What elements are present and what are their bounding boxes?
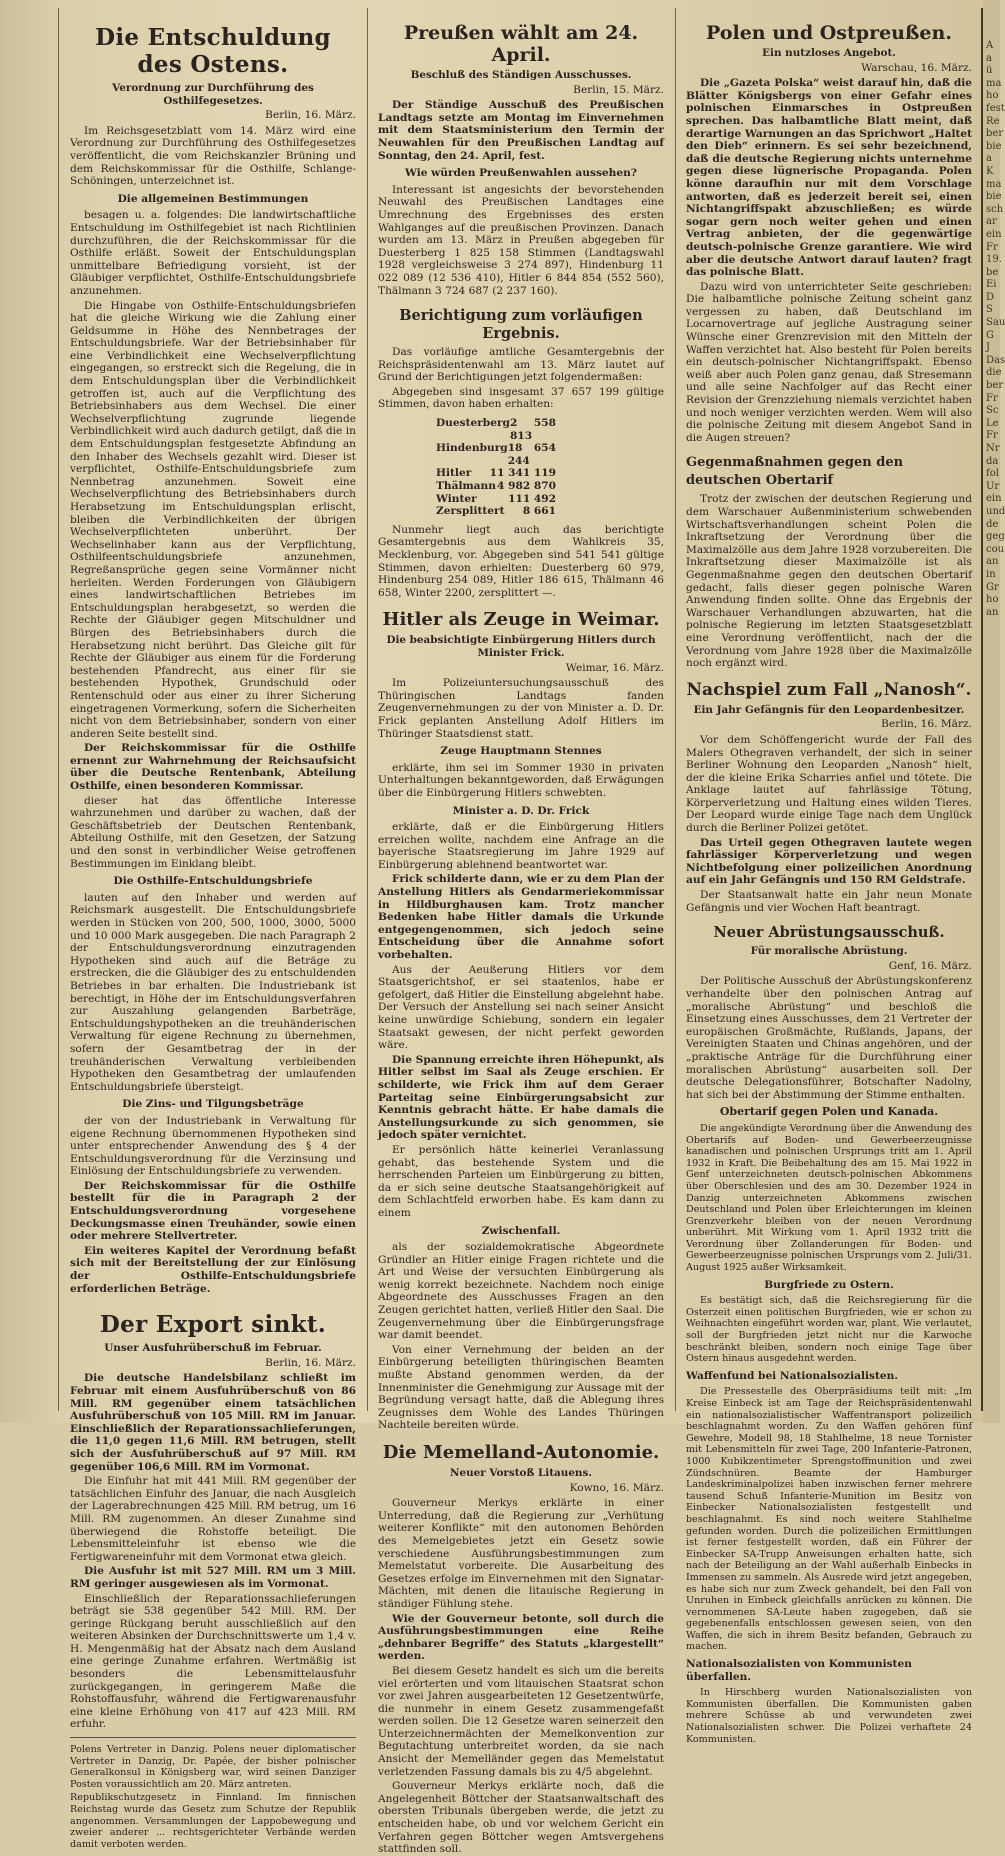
subhead: Ein Jahr Gefängnis für den Leopardenbesitzer. (693, 703, 965, 716)
paragraph: Der Staatsanwalt hatte ein Jahr neun Monate Gefängnis und vier Wochen Haft beantragt. (686, 889, 972, 914)
paragraph: Die angekündigte Verordnung über die Anwendung des Obertarifs auf Boden- und Gewerbeerzeugnisse kanadischen und polnischen Ursprungs tritt am 1. April 1932 in Kraft. Die Beibehaltung des am 15. Mai 1922 in Genf unterzeichneten deutsch-polnischen Abkommens über Oberschlesien und des am 30. Dezember 1924 in Danzig unterzeichneten Abkommens zwischen Deutschland und Polen über Erleichterungen im kleinen Grenzverkehr bleiben von der neuen Verordnung unberührt. Mit Wirkung vom 1. April 1932 tritt die Verordnung über Zollanderungen für Boden- und Gewerbeerzeugnisse polnischen Ursprungs vom 2. Juli/31. August 1925 außer Wirksamkeit. (686, 1122, 972, 1274)
subhead: Verordnung zur Durchführung des Osthilfegesetzes. (112, 82, 314, 107)
edge-fragment: an (986, 606, 999, 618)
edge-fragment: D (986, 291, 995, 303)
paragraph: Trotz der zwischen der deutschen Regierung und dem Warschauer Außenministerium schwebenden Wirtschaftsverhandlungen scheint Polen die Inkraftsetzung der Verordnung über die Maximalzölle aus dem Jahre 1928 vorzubereiten. Die Inkraftsetzung dieser Maximalzölle ist als Gegenmaßnahme gegen den deutschen Obertarif gedacht, falls dieser gegen polnische Waren Anwendung finden sollte. Ohne das Ergebnis der Warschauer Verhandlungen abzuwarten, hat die polnische Regierung im letzten Staatsgesetzblatt eine Verordnung veröffentlicht, nach der die Verordnung vom Jahre 1928 über die Maximalzölle noch ergänzt wird. (686, 493, 972, 670)
edge-fragment: ber (986, 380, 1004, 392)
dateline: Weimar, 16. März. (565, 661, 664, 674)
paragraph: Die Einfuhr hat mit 441 Mill. RM gegenüber der tatsächlichen Einfuhr des Januar, die nach Ausgleich der Lagerabrechnungen 425 Mill. RM betrug, um 16 Mill. RM zugenommen. An dieser Zunahme sind überwiegend die Rohstoffe beteiligt. Die Lebensmitteleinfuhr ist ebenso wie die Fertigwareneinfuhr mit dem Vormonat etwa gleich. (70, 1475, 356, 1563)
edge-fragment: ho (986, 90, 999, 102)
section-heading: Zwischenfall. (481, 1224, 561, 1237)
edge-fragment: ein (986, 493, 1002, 505)
paragraph: der von der Industriebank in Verwaltung für eigene Rechnung übernommenen Hypotheken sind unter entsprechender Anwendung des § 4 der Entschuldungsverordnung für die Verzinsung und Einlösung der Entschuldungsbriefe zu verwenden. (70, 1114, 356, 1178)
section-heading: Die Osthilfe-Entschuldungsbriefe (113, 875, 313, 888)
edge-fragment: a (986, 153, 992, 165)
paragraph-bold: Der Ständige Ausschuß des Preußischen Landtags setzte am Montag im Einvernehmen mit dem Staatsministerium den Termin der Neuwahlen für den Preußischen Landtag auf Sonntag, den 24. April, fest. (378, 99, 664, 162)
edge-fragment: Ei (986, 279, 997, 291)
edge-fragment: Fr (986, 241, 998, 253)
section-heading: Burgfriede zu Ostern. (764, 1278, 894, 1291)
edge-fragment: S (986, 304, 993, 316)
edge-fragment: Re (986, 115, 1000, 127)
edge-fragment: da (986, 455, 999, 467)
paragraph-bold: Der Reichskommissar für die Osthilfe ernennt zur Wahrnehmung der Reichsaufsicht über die Deutsche Rentenbank, Abteilung Osthilfe, einen besonderen Kommissar. (70, 742, 356, 793)
edge-fragment: J (986, 342, 991, 354)
edge-fragment: Ur (986, 480, 1000, 492)
edge-fragment: K (986, 165, 994, 177)
headline-export: Der Export sinkt. (99, 1311, 327, 1339)
edge-fragment: und (986, 505, 1005, 517)
paragraph: Im Polizeiuntersuchungsausschuß des Thüringischen Landtags fanden Zeugenvernehmungen zu der von Minister a. D. Dr. Frick geplanten Anstellung Adolf Hitlers im Thüringer Staatsdienst statt. (378, 677, 664, 740)
dateline: Genf, 16. März. (888, 959, 972, 972)
edge-fragment: die (986, 367, 1002, 379)
note-danzig: Polens Vertreter in Danzig. Polens neuer diplomatischer Vertreter in Danzig, Dr. Papée, der bisher polnischer Generalkonsul in Königsberg war, wird seinen Danziger Posten voraussichtlich am 20. März antreten. (70, 1744, 356, 1790)
column-rule (367, 8, 368, 1411)
paragraph-bold: Die Ausfuhr ist mit 527 Mill. RM um 3 Mill. RM geringer ausgewiesen als im Vormonat. (70, 1565, 356, 1590)
section-heading: Die Zins- und Tilgungsbeträge (122, 1098, 304, 1111)
result-row: Hindenburg 18 654 244 (436, 442, 556, 467)
edge-fragment: bie (986, 140, 1002, 152)
headline-memelland: Die Memelland-Autonomie. (382, 1442, 660, 1463)
subhead: Neuer Vorstoß Litauens. (450, 1467, 592, 1479)
paragraph: Abgegeben sind insgesamt 37 657 199 gültige Stimmen, davon haben erhalten: (378, 385, 664, 411)
paragraph: Bei diesem Gesetz handelt es sich um die bereits viel erörterten und vom litauischen Staatsrat schon vor zwei Jahren ausgearbeiteten 12 Gesetzentwürfe, die nunmehr in einem Gesetz zusammengefaßt werden sollen. Die 12 Gesetze waren seinerzeit den Unterzeichnermächten der Memelkonvention zur Begutachtung unterbreitet worden, da sie nach Ansicht der Memelländer gegen das Memelstatut verletzenden Fassung damals bis zu 4/5 abgelehnt. (378, 1664, 664, 1778)
note-finnland: Republikschutzgesetz in Finnland. Im finnischen Reichstag wurde das Gesetz zum Schutze der Republik angenommen. Versammlungen der Lappobewegung und zweier anderer ... rechtsgerichteter Verbände werden damit verboten werden. (70, 1792, 356, 1850)
dateline: Kowno, 16. März. (569, 1481, 664, 1494)
edge-fragment: fest (986, 102, 1005, 114)
column-1 (64, 8, 362, 1850)
edge-fragment: ar (986, 216, 997, 228)
headline-preussen: Preußen wählt am 24. April. (403, 22, 639, 66)
edge-fragment: an (986, 556, 999, 568)
edge-fragment: Das (986, 354, 1005, 366)
election-results (436, 417, 664, 518)
headline-gegenmassnahmen: Gegenmaßnahmen gegen den deutschen Obertarif (686, 455, 904, 489)
headline-nanosh: Nachspiel zum Fall „Nanosh“. (686, 679, 972, 700)
edge-fragment: fol (986, 468, 999, 480)
paragraph-bold: Ein weiteres Kapitel der Verordnung befaßt sich mit der Bereitstellung der zur Einlösung der Osthilfe-Entschuldungsbriefe erforderlichen Beträge. (70, 1244, 356, 1295)
subhead: Ein nutzloses Angebot. (762, 47, 896, 59)
short-notes (70, 1744, 356, 1850)
paragraph: Der Politische Ausschuß der Abrüstungskonferenz verhandelte über den polnischen Antrag auf „moralische Abrüstung“ und beschloß die Einsetzung eines Ausschusses, dem 21 Vertreter der europäischen Großmächte, Rußlands, Japans, der Vereinigten Staaten und Chinas angehören, und der „praktische Anträge für die Durchführung einer moralischen Abrüstung“ ausarbeiten soll. Der deutsche Delegationsführer, Botschafter Nadolny, hat sich bei der Abstimmung der Stimme enthalten. (686, 975, 972, 1101)
section-heading: Wie würden Preußenwahlen aussehen? (404, 167, 637, 180)
edge-fragment: Sau (986, 317, 1005, 329)
paragraph: dieser hat das öffentliche Interesse wahrzunehmen und darüber zu wachen, daß der Geschäftsbetrieb der Deutschen Rentenbank, Abteilung Osthilfe, mit den Gesetzen, der Satzung und den sonst in verbindlicher Weise getroffenen Bestimmungen im Einklang bleibt. (70, 794, 356, 870)
paragraph: Gouverneur Merkys erklärte noch, daß die Angelegenheit Böttcher der Staatsanwaltschaft des obersten Tribunals übergeben werde, die jetzt zu entscheiden habe, ob und vor welchem Gericht ein Verfahren gegen Böttcher wegen Amtsvergehens stattfinden soll. (378, 1780, 664, 1856)
paragraph: Von einer Vernehmung der beiden an der Einbürgerung beteiligten thüringischen Beamten mußte Abstand genommen werden, da der Innenminister die Genehmigung zur Aussage mit der Begründung versagt hatte, daß die Ablegung ihres Zeugnisses dem Wohle des Landes Thüringen Nachteile bereiten würde. (378, 1343, 664, 1432)
paragraph: lauten auf den Inhaber und werden auf Reichsmark ausgestellt. Die Entschuldungsbriefe werden in Stücken von 200, 500, 1000, 3000, 5000 und 10 000 Mark ausgegeben. Die nach Paragraph 2 der Entschuldungsverordnung einzutragenden Hypotheken sind auch auf die Beträge zu erstrecken, die die Gläubiger des zu entschuldenden Betriebes in bar erhalten. Die Industriebank ist berechtigt, in Höhe der im Entschuldungsverfahren zur Auszahlung gelangenden Barbeträge, Entschuldungshypotheken an die treuhänderischen Verwaltung für eigene Rechnung zu übernehmen, sofern der Gesamtbetrag der in der treuhänderischen Verwaltung verbleibenden Hypotheken den Gesamtbetrag der umlaufenden Entschuldungsbriefe übersteigt. (70, 891, 356, 1093)
paragraph: Gouverneur Merkys erklärte in einer Unterredung, daß die Regierung zur „Verhütung weiterer Konflikte“ mit den autonomen Behörden des Memelgebietes jetzt ein Gesetz sowie verschiedene Ausführungsbestimmungen zum Memelstatut vorbereite. Die Ausarbeitung des Gesetzes erfolge im Einvernehmen mit den Signatar-Mächten, mit denen die litauische Regierung in ständiger Fühlung stehe. (378, 1497, 664, 1610)
paragraph: Einschließlich der Reparationssachlieferungen beträgt sie 538 gegenüber 542 Mill. RM. Der geringe Rückgang beruht ausschließlich auf den weiteren Absinken der Durchschnittswerte um 1,4 v. H. Mengenmäßig hat der Absatz nach dem Ausland eine geringe Zunahme erfahren. Wertmäßig ist besonders die Lebensmittelausfuhr zurückgegangen, in geringerem Maße die Rohstoffausfuhr, während die Fertigwarenausfuhr eine kleine Erhöhung von 417 auf 423 Mill. RM erfuhr. (70, 1592, 356, 1731)
paragraph-bold: Wie der Gouverneur betonte, soll durch die Ausführungsbestimmungen eine Reihe „dehnbarer Begriffe“ des Statuts „klargestellt“ werden. (378, 1612, 664, 1663)
paragraph: Aus der Aeußerung Hitlers vor dem Staatsgerichtshof, er sei staatenlos, habe er gefolgert, daß Hitler die Einstellung abgelehnt habe. Der Versuch der Anstellung sei nach seiner Ansicht keine unwürdige Schiebung, sondern ein legaler Staatsakt gewesen, der nicht perfekt geworden wäre. (378, 963, 664, 1052)
subhead: Unser Ausfuhrüberschuß im Februar. (104, 1342, 322, 1355)
paragraph: Die Pressestelle des Oberpräsidiums teilt mit: „Im Kreise Einbeck ist am Tage der Reichspräsidentenwahl ein nationalsozialistischer Waffentransport polizeilich beschlagnahmt worden. Zu den Waffen gehören fünf Gewehre, Modell 98, 18 Stahlhelme, 18 neue Tornister mit Lebensmitteln für zwei Tage, 200 Infanterie-Patronen, 1000 Kubikzentimeter Sprengstoffmunition und zwei Zündschnüren. Beamte der Hamburger Landeskriminalpolizei haben inzwischen ferner mehrere tausend Schuß Infanterie-Munition im Besitz von Einbecker Nationalsozialisten festgestellt und beschlagnahmt. Es sind noch weitere Stahlhelme gefunden worden. Durch die polizeilichen Ermittlungen ist ferner festgestellt worden, daß ein Führer der Einbecker SA-Trupp Anweisungen erhalten hatte, sich nach der Beteiligung an der Wahl außerhalb Einbecks in Immensen zu sammeln. Als Ausrede wird jetzt angegeben, es habe sich nur zum Zweck gehandelt, bei den Fall von Unruhen in Einbeck gleichfalls anrücken zu können. Die vernommenen SA-Leute haben zugegeben, daß sie gegebenenfalls entschlossen gewesen seien, von den Waffen, die sich in ihrem Besitz befanden, Gebrauch zu machen. (686, 1386, 972, 1653)
edge-fragment: de (986, 518, 999, 530)
result-row: Hitler 11 341 119 (436, 467, 556, 480)
headline-polen: Polen und Ostpreußen. (706, 22, 952, 44)
edge-fragment: Fr (986, 430, 998, 442)
edge-fragment: Le (986, 417, 999, 429)
paragraph-bold: Der Reichskommissar für die Osthilfe bestellt für die in Paragraph 2 der Entschuldungsverordnung vorgesehene Deckungsmasse einen Treuhänder, sowie einen oder mehrere Stellvertreter. (70, 1179, 356, 1243)
edge-fragment: ma (986, 178, 1002, 190)
column-rule (675, 8, 676, 1411)
result-row: Duesterberg 2 558 813 (436, 417, 556, 442)
edge-fragment: Fr (986, 392, 998, 404)
section-heading: Minister a. D. Dr. Frick (452, 804, 590, 817)
paragraph: Die Hingabe von Osthilfe-Entschuldungsbriefen hat die gleiche Wirkung wie die Zahlung einer Geldsumme in Höhe des Nennbetrages der Entschuldungsbriefe. War der Betriebsinhaber für eine Verbindlichkeit eine Wechselverpflichtung eingegangen, so erstreckt sich die Regelung, die in dem Entschuldungsplan über die Verbindlichkeit getroffen ist, auch auf die Verpflichtung des Betriebsinhabers aus dem Wechsel. Die einer Wechselverpflichtung zugrunde liegende Verbindlichkeit wird auch dadurch getilgt, daß die in dem Entschuldungsplan festgesetzte Abfindung an den Inhaber des Wechsels gezahlt wird. Dieser ist verpflichtet, Osthilfe-Entschuldungsbriefe zum Nennbetrag anzunehmen. Soweit eine Wechselverpflichtung des Betriebsinhabers durch Herabsetzung im Entschuldungsplan erlischt, bleiben die Verbindlichkeiten der übrigen Wechselverpflichteten unberührt. Der Wechselinhaber kann aus der Verpflichtung, Osthilfeentschuldungsbriefe anzunehmen, Regreßansprüche gegen seine Vormänner nicht herleiten. Werden Forderungen von Gläubigern eines landwirtschaftlichen Betriebes im Entschuldungsplan herabgesetzt, so werden die Rechte der Gläubiger gegen Mitschuldner und Bürgen des Betriebsinhabers durch die Herabsetzung nicht berührt. Das Gleiche gilt für Rechte der Gläubiger aus einem für die Forderung bestehenden Pfandrecht, aus einer für sie bestehenden Hypothek, Grundschuld oder Rentenschuld oder aus einer zu ihrer Sicherung eingetragenen Vormerkung, sofern die Sicherheiten nicht von dem Betriebsinhaber, sondern von einer anderen Seite bestellt sind. (70, 299, 356, 740)
edge-fragment: a (986, 52, 992, 64)
headline-obertarif: Obertarif gegen Polen und Kanada. (719, 1105, 939, 1119)
paragraph: Dazu wird von unterrichteter Seite geschrieben: Die halbamtliche polnische Zeitung scheint ganz vergessen zu haben, daß Deutschland im Locarnovertrage auf jegliche Austragung seiner Wünsche einer Grenzrevision mit den Mitteln der Waffen verzichtet hat. Also besteht für Polen bereits ein deutsch-polnischer Nichtangriffspakt. Ebenso weiß aber auch Polen ganz genau, daß Stresemann und alle seine Nachfolger auf das Recht einer Revision der Grenzziehung niemals verzichtet haben und noch weniger verzichten werden. Wem will also die polnische Zeitung mit diesem Angebot Sand in die Augen streuen? (686, 280, 972, 444)
paragraph: In Hirschberg wurden Nationalsozialisten von Kommunisten überfallen. Die Kommunisten gaben mehrere Schüsse ab und verwundeten zwei Nationalsozialisten schwer. Die Polizei verhaftete 24 Kommunisten. (686, 1687, 972, 1745)
paragraph: Es bestätigt sich, daß die Reichsregierung für die Osterzeit einen politischen Burgfrieden, wie er schon zu Weihnachten eingeführt worden war, plant. Wie verlautet, soll der Burgfrieden jetzt nicht nur die Karwoche beschränkt bleiben, sondern noch einige Tage über Ostern hinaus ausgedehnt werden. (686, 1295, 972, 1365)
paragraph-bold: Die deutsche Handelsbilanz schließt im Februar mit einem Ausfuhrüberschuß von 86 Mill. RM gegenüber einem tatsächlichen Ausfuhrüberschuß von 105 Mill. RM im Januar. Einschließlich der Reparationssachlieferungen, die 11,0 gegen 11,6 Mill. RM betrugen, stellt sich der Ausfuhrüberschuß auf 97 Mill. RM gegenüber 106,6 Mill. RM im Vormonat. (70, 1372, 356, 1473)
edge-fragment: Nr (986, 443, 1000, 454)
dateline: Berlin, 16. März. (265, 1356, 356, 1369)
dateline: Berlin, 15. März. (573, 83, 664, 96)
paragraph: erklärte, daß er die Einbürgerung Hitlers erreichen wollte, nachdem eine Anfrage an die bayerische Staatsregierung im Jahre 1929 auf Einbürgerung ablehnend beantwortet war. (378, 821, 664, 871)
subhead: Beschluß des Ständigen Ausschusses. (410, 69, 632, 81)
result-row: Thälmann 4 982 870 (436, 480, 556, 493)
edge-fragment: G (986, 329, 994, 341)
headline-abruestung: Neuer Abrüstungsausschuß. (713, 924, 945, 942)
paragraph: Er persönlich hätte keinerlei Veranlassung gehabt, das bestehende System und die herrschenden Parteien um Einbürgerung zu bitten, da er sich seine deutsche Staatsangehörigkeit auf dem Schlachtfeld erworben habe. Es kam dann zu einem (378, 1143, 664, 1219)
edge-fragment: ein (986, 228, 1002, 240)
paragraph: Im Reichsgesetzblatt vom 14. März wird eine Verordnung zur Durchführung des Osthilfegesetzes veröffentlicht, die vom Reichskanzler Brüning und dem Reichskommissar für die Osthilfe, Schlange-Schöningen, unterzeichnet ist. (70, 124, 356, 188)
section-heading: Die allgemeinen Bestimmungen (117, 192, 309, 205)
headline-berichtigung: Berichtigung zum vorläufigen Ergebnis. (399, 307, 643, 343)
section-heading: Waffenfund bei Nationalsozialisten. (686, 1369, 898, 1382)
subhead: Für moralische Abrüstung. (750, 945, 908, 958)
paragraph: Das vorläufige amtliche Gesamtergebnis der Reichspräsidentenwahl am 13. März lautet auf Grund der Berichtigungen jetzt folgendermaßen: (378, 346, 664, 384)
paragraph: besagen u. a. folgendes: Die landwirtschaftliche Entschuldung im Osthilfegebiet ist nach Richtlinien durchzuführen, die der Reichskommissar für die Osthilfe erläßt. Soweit der Entschuldungsplan unmittelbare Befriedigung vorsieht, ist der Gläubiger verpflichtet, Osthilfe-Entschuldungsbriefe anzunehmen. (70, 209, 356, 297)
subhead: Die beabsichtigte Einbürgerung Hitlers durch Minister Frick. (386, 634, 656, 659)
headline-hitler: Hitler als Zeuge in Weimar. (382, 609, 660, 631)
edge-fragment: ü (986, 65, 993, 77)
edge-fragment: in (986, 568, 996, 580)
left-margin (0, 0, 58, 1423)
divider (70, 1737, 356, 1738)
paragraph: Vor dem Schöffengericht wurde der Fall des Malers Othegraven verhandelt, der sich in seiner Berliner Wohnung den Leoparden „Nanosh“ hielt, der die kleine Erika Scharries anfiel und tötete. Die Anklage lautet auf fahrlässige Tötung, Körperverletzung und Haltung eines wilden Tieres. Der Leopard wurde einige Tage nach dem Unglück durch die Berliner Polizei getötet. (686, 733, 972, 835)
paragraph-bold: Das Urteil gegen Othegraven lautete wegen fahrlässiger Körperverletzung und wegen Nichtbefolgung einer polizeilichen Anordnung auf ein Jahr Gefängnis und 150 RM Geldstrafe. (686, 836, 972, 887)
section-heading: Nationalsozialisten von Kommunisten überfallen. (686, 1658, 912, 1683)
paragraph: erklärte, ihm sei im Sommer 1930 in privaten Unterhaltungen bekanntgeworden, daß Erwägungen über die Einbürgerung Hitlers schwebten. (378, 761, 664, 799)
dateline: Warschau, 16. März. (861, 61, 972, 74)
paragraph: als der sozialdemokratische Abgeordnete Gründler an Hitler einige Fragen richtete und die Art und Weise der versuchten Einbürgerung als wenig korrekt bezeichnete. Nachdem noch einige Abgeordnete des Ausschusses Fragen an den Zeugen gerichtet hatten, verließ Hitler den Saal. Die Zeugenvernehmung über die Einbürgerungsfrage war damit beendet. (378, 1241, 664, 1342)
dateline: Berlin, 16. März. (881, 718, 972, 731)
paragraph-bold: Die „Gazeta Polska“ weist darauf hin, daß die Blätter Königsbergs von einer Gefahr eines polnischen Einmarsches in Ostpreußen sprechen. Das halbamtliche Blatt meint, daß derartige Warnungen an das Sprichwort „Haltet den Dieb“ erinnern. Es sei sehr bezeichnend, daß die deutsche Regierung nichts unternehme gegen diese lügnerische Propaganda. Polen könne daraufhin nur mit dem Vorschlage antworten, daß es jederzeit bereit sei, einen Nichtangriffspakt abzuschließen; es würde sogar gern noch weiter gehen und einen Vertrag anbieten, der die gegenwärtige deutsch-polnische Grenze garantiere. Wie wird aber die deutsche Antwort darauf lauten? fragt das polnische Blatt. (686, 77, 972, 279)
edge-fragment: bie (986, 191, 1002, 203)
result-row: Zersplittert 8 661 (436, 505, 556, 518)
edge-fragment: sch (986, 203, 1004, 215)
edge-fragment: 19. (986, 254, 1002, 266)
adjacent-column-fragment (983, 0, 1005, 1423)
edge-fragment: A (986, 40, 994, 51)
result-row: Winter 111 492 (436, 492, 556, 505)
edge-fragment: ma (986, 77, 1002, 89)
edge-fragment: Gr (986, 581, 999, 593)
edge-fragment: Sc (986, 405, 999, 417)
edge-fragment: cou (986, 543, 1005, 555)
paragraph-bold: Die Spannung erreichte ihren Höhepunkt, als Hitler selbst im Saal als Zeuge erschien. Er schilderte, wie Frick ihm auf dem Geraer Parteitag seine Einbürgerungsabsicht zur Kenntnis gebracht hätte. Er habe damals die Anstellungsurkunde zu sich genommen, sie jedoch später vernichtet. (378, 1053, 664, 1142)
paragraph: Interessant ist angesichts der bevorstehenden Neuwahl des Preußischen Landtages eine Umrechnung des Ergebnisses des ersten Wahlganges auf die preußischen Provinzen. Danach wurden am 13. März in Preußen abgegeben für Duesterberg 1 825 158 Stimmen (Landtagswahl 1928 vergleichsweise 3 274 897), Hindenburg 11 022 089 (12 536 410), Hitler 6 844 854 (552 560), Thälmann 3 724 687 (2 237 160). (378, 183, 664, 297)
paragraph-bold: Frick schilderte dann, wie er zu dem Plan der Anstellung Hitlers als Gendarmeriekommissar in Hildburghausen kam. Trotz mancher Bedenken habe Hitler damals die Urkunde entgegengenommen, sich jedoch seine Entscheidung über die Annahme sofort vorbehalten. (378, 873, 664, 962)
dateline: Berlin, 16. März. (265, 109, 356, 122)
column-2 (372, 8, 670, 1856)
section-heading: Zeuge Hauptmann Stennes (440, 745, 602, 758)
edge-fragment: ho (986, 594, 999, 606)
column-rule (58, 8, 59, 1411)
headline-entschuldung: Die Entschuldung des Ostens. (95, 24, 331, 78)
edge-fragment: ber (986, 128, 1004, 140)
paragraph: Nunmehr liegt auch das berichtigte Gesamtergebnis aus dem Wahlkreis 35, Mecklenburg, vor. Abgegeben sind 541 541 gültige Stimmen, davon erhielten: Duesterberg 60 979, Hindenburg 254 089, Hitler 186 615, Thälmann 46 658, Winter 2200, zersplittert —. (378, 523, 664, 599)
column-3 (680, 8, 978, 1745)
edge-fragment: geg (986, 531, 1005, 543)
edge-fragment: be (986, 266, 999, 278)
